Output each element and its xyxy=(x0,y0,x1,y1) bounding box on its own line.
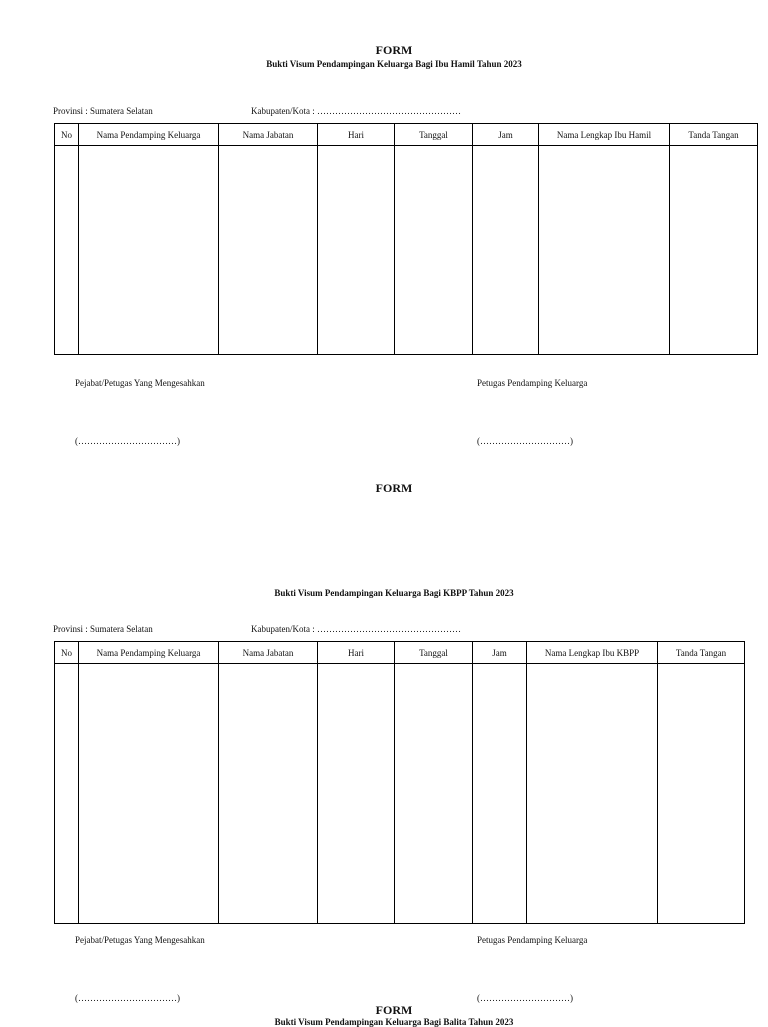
column-header-tanggal: Tanggal xyxy=(395,642,473,664)
column-header-nama-lengkap: Nama Lengkap Ibu KBPP xyxy=(527,642,658,664)
column-header-nama-jabatan: Nama Jabatan xyxy=(219,124,318,146)
form-1-kabupaten: Kabupaten/Kota : ………………………………………… xyxy=(251,106,461,116)
table-cell[interactable] xyxy=(219,146,318,355)
form-2-provinsi: Provinsi : Sumatera Selatan xyxy=(53,624,153,634)
table-cell[interactable] xyxy=(55,664,79,924)
table-cell[interactable] xyxy=(79,146,219,355)
table-cell[interactable] xyxy=(395,664,473,924)
form-3-subtitle: Bukti Visum Pendampingan Keluarga Bagi Balita Tahun 2023 xyxy=(274,1017,514,1027)
column-header-tanda-tangan: Tanda Tangan xyxy=(670,124,758,146)
form-2-signer-right-blank: (…………………………) xyxy=(477,993,573,1003)
column-header-tanggal: Tanggal xyxy=(395,124,473,146)
form-1-title: FORM xyxy=(375,43,413,57)
form-3-title: FORM xyxy=(375,1003,413,1017)
table-row xyxy=(55,146,758,355)
table-cell[interactable] xyxy=(670,146,758,355)
column-header-nama-pendamping: Nama Pendamping Keluarga xyxy=(79,124,219,146)
column-header-no: No xyxy=(55,124,79,146)
table-cell[interactable] xyxy=(219,664,318,924)
column-header-hari: Hari xyxy=(318,124,395,146)
form-1-table xyxy=(54,123,758,355)
form-1-subtitle: Bukti Visum Pendampingan Keluarga Bagi Ibu Hamil Tahun 2023 xyxy=(266,59,522,69)
form-2-subtitle: Bukti Visum Pendampingan Keluarga Bagi KBPP Tahun 2023 xyxy=(274,588,514,598)
column-header-nama-jabatan: Nama Jabatan xyxy=(219,642,318,664)
form-2-signer-right-label: Petugas Pendamping Keluarga xyxy=(477,935,588,945)
form-1-signer-left-label: Pejabat/Petugas Yang Mengesahkan xyxy=(75,378,205,388)
form-1-signer-left-blank: (……………………………) xyxy=(75,436,180,446)
table-cell[interactable] xyxy=(395,146,473,355)
column-header-tanda-tangan: Tanda Tangan xyxy=(658,642,745,664)
form-1-provinsi: Provinsi : Sumatera Selatan xyxy=(53,106,153,116)
form-2-table xyxy=(54,641,745,924)
table-cell[interactable] xyxy=(527,664,658,924)
form-2-signer-left-blank: (……………………………) xyxy=(75,993,180,1003)
table-cell[interactable] xyxy=(79,664,219,924)
column-header-hari: Hari xyxy=(318,642,395,664)
table-row xyxy=(55,664,745,924)
table-cell[interactable] xyxy=(539,146,670,355)
column-header-nama-lengkap: Nama Lengkap Ibu Hamil xyxy=(539,124,670,146)
column-header-jam: Jam xyxy=(473,642,527,664)
table-header-row xyxy=(55,124,758,146)
column-header-jam: Jam xyxy=(473,124,539,146)
table-cell[interactable] xyxy=(318,146,395,355)
column-header-no: No xyxy=(55,642,79,664)
form-2-signer-left-label: Pejabat/Petugas Yang Mengesahkan xyxy=(75,935,205,945)
table-cell[interactable] xyxy=(55,146,79,355)
table-cell[interactable] xyxy=(318,664,395,924)
table-header-row xyxy=(55,642,745,664)
form-1-signer-right-blank: (…………………………) xyxy=(477,436,573,446)
column-header-nama-pendamping: Nama Pendamping Keluarga xyxy=(79,642,219,664)
form-2-title: FORM xyxy=(375,481,413,495)
form-2-kabupaten: Kabupaten/Kota : ………………………………………… xyxy=(251,624,461,634)
table-cell[interactable] xyxy=(658,664,745,924)
table-cell[interactable] xyxy=(473,146,539,355)
table-cell[interactable] xyxy=(473,664,527,924)
form-1-signer-right-label: Petugas Pendamping Keluarga xyxy=(477,378,588,388)
